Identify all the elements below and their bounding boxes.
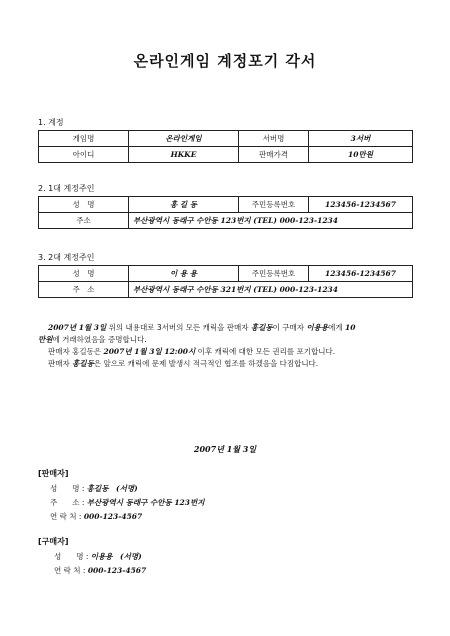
sale-price-label: 판매가격	[239, 147, 309, 163]
document-title: 온라인게임 계정포기 각서	[133, 52, 317, 70]
statement-line-3: 판매자 홍길동은 2007년 1월 3일 12:00시 이후 캐릭에 대한 모든 권리를 포기합니다.	[48, 347, 336, 356]
game-name-label: 게임명	[39, 131, 129, 147]
game-name-value: 온라인게임	[129, 131, 239, 147]
buyer-contact-line: 연 락 처 : 000-123-4567	[54, 566, 147, 575]
account-id-value: HKKE	[129, 147, 239, 163]
second-owner-table	[38, 265, 413, 298]
server-name-label: 서버명	[239, 131, 309, 147]
account-id-label: 아이디	[39, 147, 129, 163]
owner2-id-label: 주민등록번호	[239, 266, 309, 282]
owner2-id-value: 123456-1234567	[309, 266, 413, 282]
document-date: 2007년 1월 3일	[193, 444, 257, 454]
table-row	[39, 282, 413, 298]
owner1-name-value: 홍 길 동	[129, 197, 239, 213]
first-owner-table	[38, 196, 413, 229]
owner1-name-label: 성 명	[39, 197, 129, 213]
seller-name-line: 성 명 : 홍길동 (서명)	[50, 484, 138, 493]
owner2-addr-value: 부산광역시 동래구 수안동 321번지 (TEL) 000-123-1234	[129, 282, 413, 298]
server-name-value: 3서버	[309, 131, 413, 147]
table-row	[39, 131, 413, 147]
statement-line-2: 만원에 거래하였음을 증명합니다.	[38, 335, 147, 344]
seller-address-line: 주 소 : 부산광역시 동래구 수안동 123번지	[50, 498, 205, 507]
owner1-id-label: 주민등록번호	[239, 197, 309, 213]
owner1-addr-value: 부산광역시 동래구 수안동 123번지 (TEL) 000-123-1234	[129, 213, 413, 229]
statement-line-1: 2007년 1월 3일 위의 내용대로 3서버의 모든 캐릭을 판매자 홍길동이 구매자 이용용에게 10	[48, 323, 356, 332]
owner1-addr-label: 주소	[39, 213, 129, 229]
table-row	[39, 147, 413, 163]
buyer-heading: [구매자]	[38, 537, 69, 546]
section1-label: 1. 계정	[38, 118, 64, 127]
section3-label: 3. 2대 계정주인	[38, 253, 95, 262]
section2-label: 2. 1대 계정주인	[38, 184, 95, 193]
owner1-id-value: 123456-1234567	[309, 197, 413, 213]
owner2-addr-label: 주 소	[39, 282, 129, 298]
owner2-name-label: 성 명	[39, 266, 129, 282]
seller-heading: [판매자]	[38, 469, 69, 478]
table-row	[39, 197, 413, 213]
statement-paragraph	[38, 322, 418, 370]
buyer-name-line: 성 명 : 이용용 (서명)	[54, 552, 142, 561]
owner2-name-value: 이 용 용	[129, 266, 239, 282]
statement-line-4: 판매자 홍길동은 앞으로 캐릭에 문제 발생시 적극적인 협조를 하겠음을 다짐합니다.	[48, 359, 319, 368]
table-row	[39, 266, 413, 282]
table-row	[39, 213, 413, 229]
seller-contact-line: 연 락 처 : 000-123-4567	[50, 512, 143, 521]
sale-price-value: 10만원	[309, 147, 413, 163]
account-table	[38, 130, 413, 163]
